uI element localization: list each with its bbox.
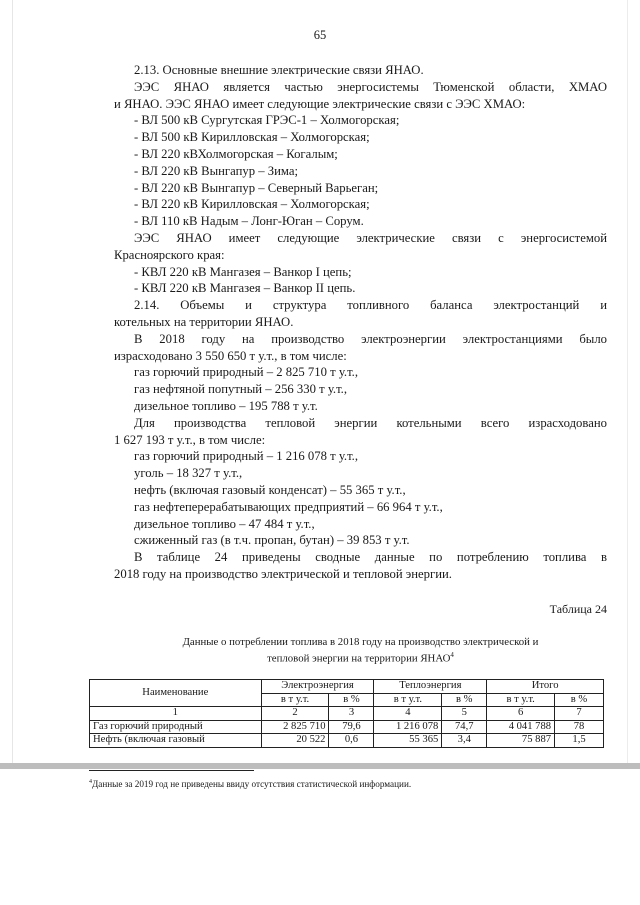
cell-heat-pct: 74,7 xyxy=(442,720,487,734)
subheader-unit: в т у.т. xyxy=(487,693,555,707)
list-item: газ горючий природный – 1 216 078 т у.т., xyxy=(134,449,359,464)
list-item: - ВЛ 110 кВ Надым – Лонг-Юган – Сорум. xyxy=(134,214,364,229)
cell-total-tut: 75 887 xyxy=(487,734,555,748)
list-item: дизельное топливо – 47 484 т у.т., xyxy=(134,516,315,531)
footnote-reference: 4 xyxy=(450,650,454,659)
list-item: - ВЛ 500 кВ Кирилловская – Холмогорская; xyxy=(134,130,370,145)
column-number: 7 xyxy=(555,707,604,721)
footnote-divider xyxy=(89,770,254,771)
cell-heat-tut: 1 216 078 xyxy=(374,720,442,734)
power-fuel-line2: израсходовано 3 550 650 т у.т., в том числе: xyxy=(114,348,347,363)
column-number: 4 xyxy=(374,707,442,721)
cell-total-pct: 1,5 xyxy=(555,734,604,748)
heat-fuel-list xyxy=(114,448,607,549)
table-header-row xyxy=(90,680,604,694)
table-reference-line2: 2018 году на производство электрической и тепловой энергии. xyxy=(114,566,452,581)
header-electricity: Электроэнергия xyxy=(261,680,374,694)
subheader-unit: в т у.т. xyxy=(374,693,442,707)
table-row xyxy=(90,720,604,734)
cell-el-tut: 2 825 710 xyxy=(261,720,329,734)
subheader-unit: в % xyxy=(442,693,487,707)
cell-el-pct: 0,6 xyxy=(329,734,374,748)
header-total: Итого xyxy=(487,680,604,694)
hmao-links-list xyxy=(114,112,607,230)
page-body xyxy=(89,62,607,790)
table-column-numbers-row xyxy=(90,707,604,721)
list-item: сжиженный газ (в т.ч. пропан, бутан) – 39 853 т у.т. xyxy=(134,533,410,548)
list-item: - ВЛ 220 кВ Вынгапур – Зима; xyxy=(134,163,299,178)
scan-edge-right xyxy=(627,0,628,763)
cell-el-pct: 79,6 xyxy=(329,720,374,734)
table-reference-line1: В таблице 24 приведены сводные данные по потреблению топлива в xyxy=(134,550,607,565)
footnote-mark: 4 xyxy=(89,779,92,786)
scan-edge-left xyxy=(12,0,13,763)
page-number: 65 xyxy=(313,28,327,42)
list-item: газ горючий природный – 2 825 710 т у.т., xyxy=(134,365,359,380)
column-number: 6 xyxy=(487,707,555,721)
table-row xyxy=(90,734,604,748)
table-caption xyxy=(114,636,607,666)
header-name: Наименование xyxy=(90,680,262,707)
cell-heat-pct: 3,4 xyxy=(442,734,487,748)
cell-total-tut: 4 041 788 xyxy=(487,720,555,734)
footnote-text: Данные за 2019 год не приведены ввиду отсутствия статистической информации. xyxy=(92,779,412,790)
list-item: уголь – 18 327 т у.т., xyxy=(134,466,243,481)
cell-heat-tut: 55 365 xyxy=(374,734,442,748)
footnote xyxy=(89,776,607,790)
page-bottom-edge xyxy=(0,763,640,769)
row-name: Газ горючий природный xyxy=(90,720,262,734)
list-item: газ нефтяной попутный – 256 330 т у.т., xyxy=(134,382,348,397)
row-name: Нефть (включая газовый xyxy=(90,734,262,748)
list-item: - ВЛ 220 кВХолмогорская – Когалым; xyxy=(134,146,338,161)
cell-el-tut: 20 522 xyxy=(261,734,329,748)
table-caption-line1: Данные о потреблении топлива в 2018 году на производство электрической и xyxy=(182,635,539,648)
list-item: - ВЛ 220 кВ Вынгапур – Северный Варьеган; xyxy=(134,180,379,195)
list-item: - ВЛ 220 кВ Кирилловская – Холмогорская; xyxy=(134,197,370,212)
section-2-13-intro-line1: ЭЭС ЯНАО является частью энергосистемы Тюменской области, ХМАО xyxy=(134,79,607,94)
krasnoyarsk-links-list xyxy=(114,264,607,298)
list-item: дизельное топливо – 195 788 т у.т. xyxy=(134,398,318,413)
section-2-13-intro-line2: и ЯНАО. ЭЭС ЯНАО имеет следующие электрические связи с ЭЭС ХМАО: xyxy=(114,96,526,111)
section-2-13-heading: 2.13. Основные внешние электрические связи ЯНАО. xyxy=(134,63,424,77)
subheader-unit: в % xyxy=(555,693,604,707)
heat-fuel-line1: Для производства тепловой энергии котельными всего израсходовано xyxy=(134,415,607,430)
column-number: 3 xyxy=(329,707,374,721)
table-caption-line2 xyxy=(114,649,607,666)
krasnoyarsk-intro-line1: ЭЭС ЯНАО имеет следующие электрические связи с энергосистемой xyxy=(134,230,607,245)
list-item: - КВЛ 220 кВ Мангазея – Ванкор II цепь. xyxy=(134,281,356,296)
list-item: - КВЛ 220 кВ Мангазея – Ванкор I цепь; xyxy=(134,264,352,279)
heat-fuel-line2: 1 627 193 т у.т., в том числе: xyxy=(114,432,266,447)
krasnoyarsk-intro-line2: Красноярского края: xyxy=(114,247,225,262)
power-fuel-list xyxy=(114,364,607,414)
fuel-consumption-table xyxy=(89,679,604,748)
list-item: нефть (включая газовый конденсат) – 55 365 т у.т., xyxy=(134,482,406,497)
column-number: 2 xyxy=(261,707,329,721)
column-number: 5 xyxy=(442,707,487,721)
list-item: - ВЛ 500 кВ Сургутская ГРЭС-1 – Холмогорская; xyxy=(134,113,400,128)
table-caption-line2-text: тепловой энергии на территории ЯНАО xyxy=(267,652,451,665)
list-item: газ нефтеперерабатывающих предприятий – 66 964 т у.т., xyxy=(134,499,443,514)
power-fuel-line1: В 2018 году на производство электроэнергии электростанциями было xyxy=(134,331,607,346)
column-number: 1 xyxy=(90,707,262,721)
cell-total-pct: 78 xyxy=(555,720,604,734)
subheader-unit: в % xyxy=(329,693,374,707)
header-heat: Теплоэнергия xyxy=(374,680,487,694)
table-label: Таблица 24 xyxy=(549,601,607,616)
section-2-14-heading-line2: котельных на территории ЯНАО. xyxy=(114,314,294,329)
section-2-14-heading-line1: 2.14. Объемы и структура топливного баланса электростанций и xyxy=(134,298,607,313)
subheader-unit: в т у.т. xyxy=(261,693,329,707)
